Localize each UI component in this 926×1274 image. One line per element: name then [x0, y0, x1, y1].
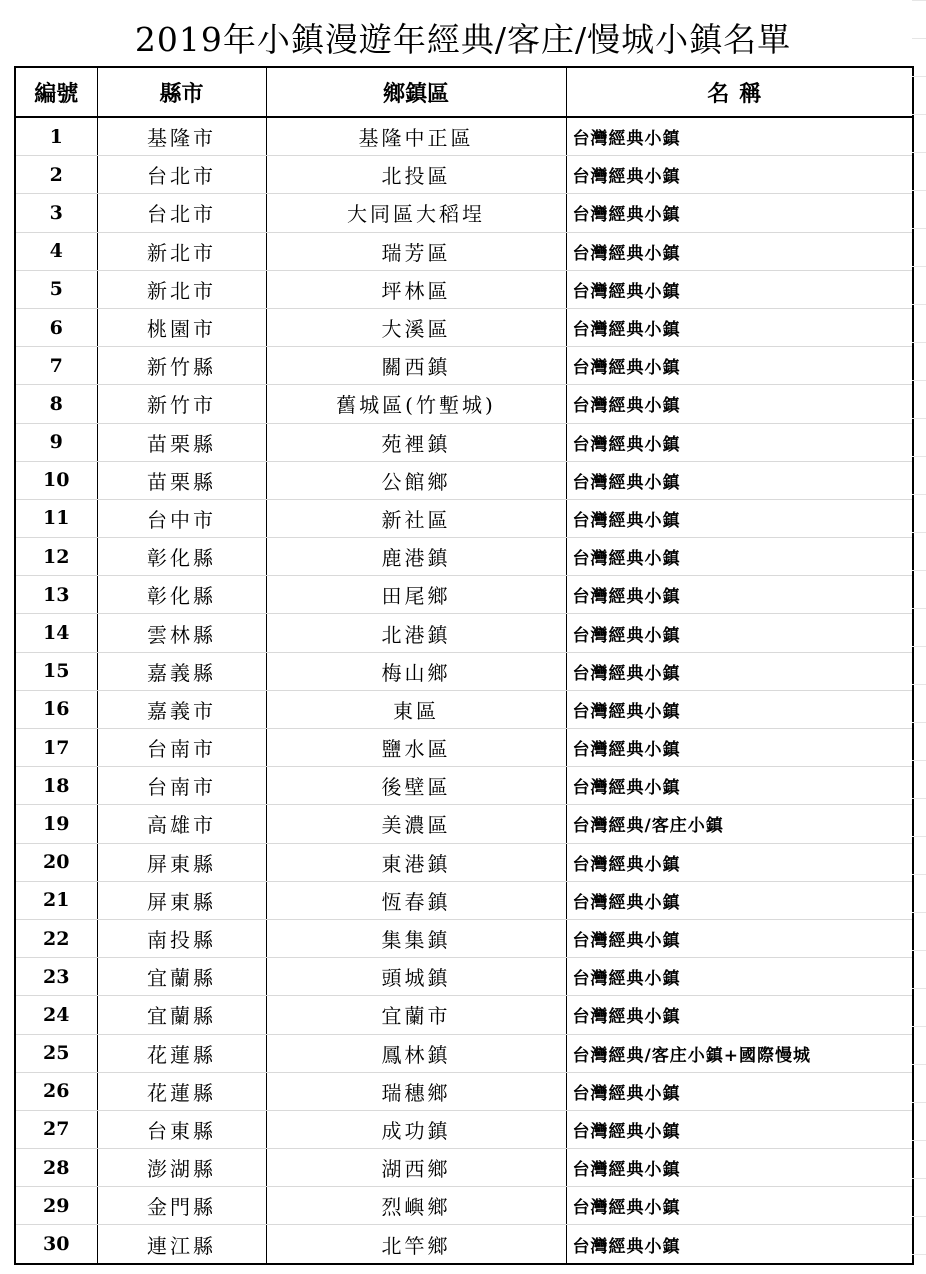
cell-county[interactable]: 新竹市 [97, 385, 266, 423]
cell-county[interactable]: 嘉義縣 [97, 652, 266, 690]
cell-township[interactable]: 梅山鄉 [266, 652, 566, 690]
cell-number[interactable]: 27 [15, 1110, 97, 1148]
cell-name[interactable]: 台灣經典小鎮 [566, 614, 913, 652]
header-number[interactable]: 編號 [15, 67, 97, 117]
cell-name[interactable]: 台灣經典小鎮 [566, 919, 913, 957]
table-row [15, 461, 913, 499]
table-row [15, 843, 913, 881]
cell-township[interactable]: 瑞穗鄉 [266, 1072, 566, 1110]
cell-county[interactable]: 台東縣 [97, 1110, 266, 1148]
cell-township[interactable]: 坪林區 [266, 270, 566, 308]
cell-number[interactable]: 9 [15, 423, 97, 461]
cell-county[interactable]: 高雄市 [97, 805, 266, 843]
table-row [15, 1187, 913, 1225]
cell-county[interactable]: 雲林縣 [97, 614, 266, 652]
cell-township[interactable]: 宜蘭市 [266, 996, 566, 1034]
cell-county[interactable]: 金門縣 [97, 1187, 266, 1225]
cell-name[interactable]: 台灣經典/客庄小鎮 [566, 805, 913, 843]
table-row [15, 996, 913, 1034]
cell-number[interactable]: 21 [15, 881, 97, 919]
cell-name[interactable]: 台灣經典小鎮 [566, 385, 913, 423]
cell-township[interactable]: 成功鎮 [266, 1110, 566, 1148]
cell-name[interactable]: 台灣經典小鎮 [566, 1110, 913, 1148]
table-row [15, 729, 913, 767]
table-row [15, 1110, 913, 1148]
cell-name[interactable]: 台灣經典小鎮 [566, 194, 913, 232]
cell-township[interactable]: 美濃區 [266, 805, 566, 843]
cell-township[interactable]: 東區 [266, 690, 566, 728]
cell-county[interactable]: 澎湖縣 [97, 1149, 266, 1187]
cell-county[interactable]: 苗栗縣 [97, 423, 266, 461]
cell-county[interactable]: 台中市 [97, 499, 266, 537]
cell-name[interactable]: 台灣經典/客庄小鎮+國際慢城 [566, 1034, 913, 1072]
cell-name[interactable]: 台灣經典小鎮 [566, 117, 913, 156]
table-row [15, 881, 913, 919]
town-list-table [14, 66, 914, 1265]
cell-township[interactable]: 新社區 [266, 499, 566, 537]
table-row [15, 538, 913, 576]
cell-name[interactable]: 台灣經典小鎮 [566, 881, 913, 919]
cell-number[interactable]: 22 [15, 919, 97, 957]
table-row [15, 385, 913, 423]
cell-name[interactable]: 台灣經典小鎮 [566, 423, 913, 461]
cell-township[interactable]: 基隆中正區 [266, 117, 566, 156]
cell-township[interactable]: 大同區大稻埕 [266, 194, 566, 232]
cell-name[interactable]: 台灣經典小鎮 [566, 232, 913, 270]
cell-name[interactable]: 台灣經典小鎮 [566, 308, 913, 346]
cell-number[interactable]: 24 [15, 996, 97, 1034]
cell-name[interactable]: 台灣經典小鎮 [566, 270, 913, 308]
cell-township[interactable]: 公館鄉 [266, 461, 566, 499]
cell-name[interactable]: 台灣經典小鎮 [566, 958, 913, 996]
cell-number[interactable]: 5 [15, 270, 97, 308]
cell-number[interactable]: 4 [15, 232, 97, 270]
header-township[interactable]: 鄉鎮區 [266, 67, 566, 117]
cell-township[interactable]: 北竿鄉 [266, 1225, 566, 1264]
cell-county[interactable]: 花蓮縣 [97, 1072, 266, 1110]
cell-township[interactable]: 大溪區 [266, 308, 566, 346]
cell-township[interactable]: 鹿港鎮 [266, 538, 566, 576]
cell-county[interactable]: 連江縣 [97, 1225, 266, 1264]
cell-county[interactable]: 基隆市 [97, 117, 266, 156]
cell-number[interactable]: 16 [15, 690, 97, 728]
table-row [15, 1034, 913, 1072]
cell-township[interactable]: 瑞芳區 [266, 232, 566, 270]
cell-name[interactable]: 台灣經典小鎮 [566, 767, 913, 805]
cell-number[interactable]: 13 [15, 576, 97, 614]
table-body [15, 117, 913, 1264]
cell-name[interactable]: 台灣經典小鎮 [566, 690, 913, 728]
cell-township[interactable]: 北港鎮 [266, 614, 566, 652]
table-row [15, 805, 913, 843]
cell-number[interactable]: 19 [15, 805, 97, 843]
cell-township[interactable]: 苑裡鎮 [266, 423, 566, 461]
cell-number[interactable]: 25 [15, 1034, 97, 1072]
table-row [15, 1225, 913, 1264]
table-row [15, 232, 913, 270]
cell-name[interactable]: 台灣經典小鎮 [566, 156, 913, 194]
cell-name[interactable]: 台灣經典小鎮 [566, 1072, 913, 1110]
cell-township[interactable]: 集集鎮 [266, 919, 566, 957]
cell-township[interactable]: 後壁區 [266, 767, 566, 805]
cell-county[interactable]: 彰化縣 [97, 538, 266, 576]
page-title: 2019年小鎮漫遊年經典/客庄/慢城小鎮名單 [134, 20, 792, 59]
cell-township[interactable]: 東港鎮 [266, 843, 566, 881]
cell-name[interactable]: 台灣經典小鎮 [566, 538, 913, 576]
table-row [15, 690, 913, 728]
cell-county[interactable]: 屏東縣 [97, 843, 266, 881]
table-row [15, 614, 913, 652]
cell-county[interactable]: 宜蘭縣 [97, 958, 266, 996]
cell-township[interactable]: 鹽水區 [266, 729, 566, 767]
cell-township[interactable]: 鳳林鎮 [266, 1034, 566, 1072]
table-row [15, 156, 913, 194]
cell-township[interactable]: 頭城鎮 [266, 958, 566, 996]
cell-number[interactable]: 10 [15, 461, 97, 499]
cell-name[interactable]: 台灣經典小鎮 [566, 1225, 913, 1264]
cell-county[interactable]: 花蓮縣 [97, 1034, 266, 1072]
cell-county[interactable]: 桃園市 [97, 308, 266, 346]
cell-name[interactable]: 台灣經典小鎮 [566, 461, 913, 499]
cell-name[interactable]: 台灣經典小鎮 [566, 729, 913, 767]
table-row [15, 347, 913, 385]
cell-name[interactable]: 台灣經典小鎮 [566, 1149, 913, 1187]
cell-county[interactable]: 苗栗縣 [97, 461, 266, 499]
table-row [15, 958, 913, 996]
cell-number[interactable]: 28 [15, 1149, 97, 1187]
cell-county[interactable]: 南投縣 [97, 919, 266, 957]
table-row [15, 117, 913, 156]
table-row [15, 652, 913, 690]
cell-county[interactable]: 台北市 [97, 194, 266, 232]
cell-number[interactable]: 15 [15, 652, 97, 690]
cell-county[interactable]: 新竹縣 [97, 347, 266, 385]
cell-number[interactable]: 23 [15, 958, 97, 996]
cell-name[interactable]: 台灣經典小鎮 [566, 499, 913, 537]
cell-county[interactable]: 台南市 [97, 767, 266, 805]
cell-county[interactable]: 屏東縣 [97, 881, 266, 919]
cell-number[interactable]: 17 [15, 729, 97, 767]
cell-number[interactable]: 26 [15, 1072, 97, 1110]
table-row [15, 499, 913, 537]
table-row [15, 270, 913, 308]
spreadsheet-sheet [14, 0, 912, 1274]
cell-county[interactable]: 台北市 [97, 156, 266, 194]
cell-number[interactable]: 30 [15, 1225, 97, 1264]
cell-number[interactable]: 12 [15, 538, 97, 576]
cell-number[interactable]: 2 [15, 156, 97, 194]
table-row [15, 1072, 913, 1110]
table-row [15, 194, 913, 232]
cell-county[interactable]: 彰化縣 [97, 576, 266, 614]
cell-number[interactable]: 20 [15, 843, 97, 881]
table-header [15, 67, 913, 117]
cell-township[interactable]: 田尾鄉 [266, 576, 566, 614]
cell-number[interactable]: 14 [15, 614, 97, 652]
cell-county[interactable]: 新北市 [97, 232, 266, 270]
cell-county[interactable]: 嘉義市 [97, 690, 266, 728]
cell-township[interactable]: 關西鎮 [266, 347, 566, 385]
cell-township[interactable]: 北投區 [266, 156, 566, 194]
cell-county[interactable]: 新北市 [97, 270, 266, 308]
cell-township[interactable]: 烈嶼鄉 [266, 1187, 566, 1225]
cell-county[interactable]: 台南市 [97, 729, 266, 767]
cell-number[interactable]: 3 [15, 194, 97, 232]
cell-number[interactable]: 11 [15, 499, 97, 537]
header-county[interactable]: 縣市 [97, 67, 266, 117]
table-row [15, 767, 913, 805]
cell-township[interactable]: 湖西鄉 [266, 1149, 566, 1187]
cell-number[interactable]: 6 [15, 308, 97, 346]
cell-county[interactable]: 宜蘭縣 [97, 996, 266, 1034]
cell-number[interactable]: 7 [15, 347, 97, 385]
cell-number[interactable]: 8 [15, 385, 97, 423]
table-row [15, 919, 913, 957]
cell-township[interactable]: 恆春鎮 [266, 881, 566, 919]
table-row [15, 576, 913, 614]
cell-township[interactable]: 舊城區(竹塹城) [266, 385, 566, 423]
header-row [15, 67, 913, 117]
cell-number[interactable]: 1 [15, 117, 97, 156]
cell-number[interactable]: 29 [15, 1187, 97, 1225]
cell-name[interactable]: 台灣經典小鎮 [566, 347, 913, 385]
cell-name[interactable]: 台灣經典小鎮 [566, 996, 913, 1034]
table-row [15, 308, 913, 346]
cell-name[interactable]: 台灣經典小鎮 [566, 843, 913, 881]
cell-name[interactable]: 台灣經典小鎮 [566, 576, 913, 614]
cell-name[interactable]: 台灣經典小鎮 [566, 652, 913, 690]
cell-number[interactable]: 18 [15, 767, 97, 805]
table-row [15, 1149, 913, 1187]
table-row [15, 423, 913, 461]
cell-name[interactable]: 台灣經典小鎮 [566, 1187, 913, 1225]
header-name[interactable]: 名稱 [566, 67, 913, 117]
